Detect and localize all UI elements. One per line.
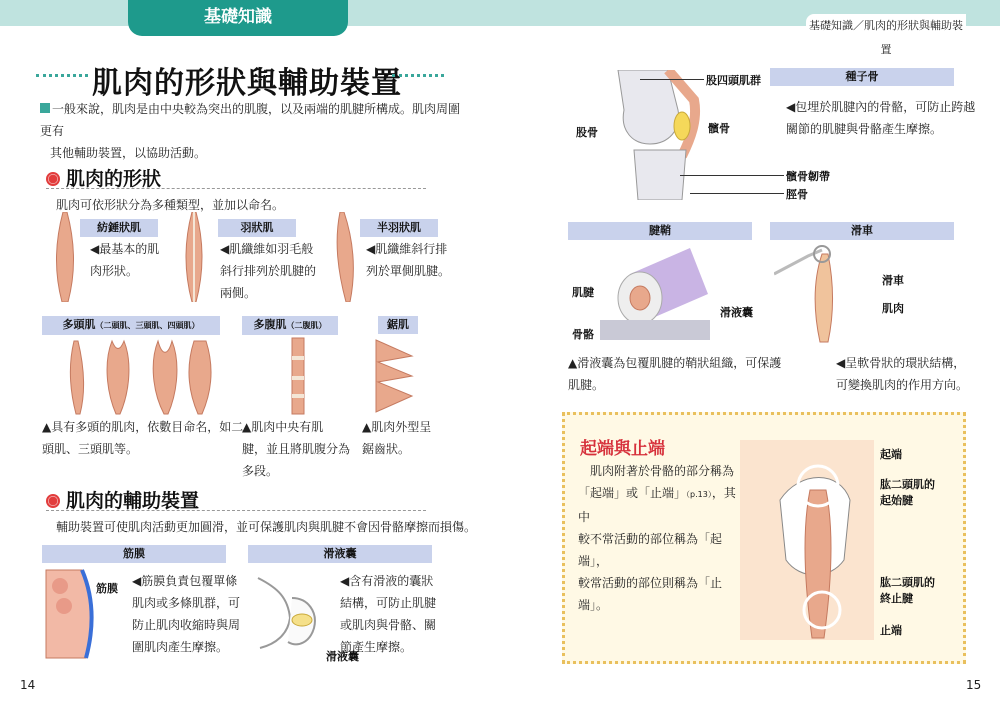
square-bullet-icon bbox=[40, 103, 50, 113]
section-shapes-heading: 肌肉的形狀 bbox=[46, 164, 161, 191]
box-insertion-label: 止端 bbox=[880, 624, 902, 637]
fascia-callout: 筋膜 bbox=[96, 582, 118, 595]
page-number-right: 15 bbox=[966, 678, 982, 692]
section-tab: 基礎知識 bbox=[128, 0, 348, 36]
fascia-desc: ◀筋膜負責包覆單條 肌肉或多條肌群，可 防止肌肉收縮時與周 圍肌肉產生摩擦。 bbox=[132, 574, 241, 654]
running-header: 基礎知識／肌肉的形狀與輔助裝置 bbox=[806, 14, 966, 36]
serrated-muscle-icon bbox=[368, 336, 418, 416]
label-pulley: 滑車 bbox=[770, 222, 954, 240]
knee-femur-label: 股骨 bbox=[576, 126, 598, 139]
knee-tibia-label: 脛骨 bbox=[786, 188, 808, 201]
aux-desc: 輔助裝置可使肌肉活動更加圓滑，並可保護肌肉與肌腱不會因骨骼摩擦而損傷。 bbox=[56, 520, 477, 534]
sheath-desc: ▲滑液囊為包覆肌腱的鞘狀組織，可保護 肌腱。 bbox=[568, 356, 782, 392]
title-dots-left bbox=[36, 74, 88, 77]
label-bursa: 滑液囊 bbox=[248, 545, 432, 563]
knee-illustration bbox=[598, 70, 708, 200]
box-biceps-insert-label: 肱二頭肌的 終止腱 bbox=[880, 576, 935, 605]
bursa-callout: 滑液囊 bbox=[326, 650, 359, 663]
bursa-illustration bbox=[248, 568, 338, 658]
fascia-illustration bbox=[42, 568, 98, 660]
knee-quad-label: 股四頭肌群 bbox=[706, 74, 761, 87]
multihead-desc: ▲具有多頭的肌肉，依數目命名，如二 頭肌、三頭肌等。 bbox=[42, 420, 244, 456]
sheath-tendon-label: 肌腱 bbox=[572, 286, 594, 299]
pulley-illustration bbox=[774, 244, 874, 344]
bursa-desc: ◀含有滑液的囊狀 結構，可防止肌腱 或肌肉與骨骼、關 節產生摩擦。 bbox=[340, 574, 437, 654]
label-fusiform: 紡錘狀肌 bbox=[80, 219, 158, 237]
sheath-bone-label: 骨骼 bbox=[572, 328, 594, 341]
knee-patella-label: 髕骨 bbox=[708, 122, 730, 135]
fusiform-desc: ◀最基本的肌 肉形狀。 bbox=[90, 242, 160, 278]
pennate-desc: ◀肌纖維如羽毛般 斜行排列於肌腱的 兩側。 bbox=[220, 242, 317, 300]
box-biceps-origin-label: 肱二頭肌的 起始腱 bbox=[880, 478, 935, 507]
target-icon bbox=[46, 172, 60, 186]
pulley-muscle-label: 肌肉 bbox=[882, 302, 904, 315]
leader-line bbox=[680, 175, 784, 176]
label-multihead: 多頭肌（二頭肌、三頭肌、四頭肌） bbox=[42, 316, 220, 335]
label-pennate: 羽狀肌 bbox=[218, 219, 296, 237]
title-dots-right bbox=[392, 74, 444, 77]
divider bbox=[46, 510, 426, 511]
label-sheath: 腱鞘 bbox=[568, 222, 752, 240]
fusiform-muscle-icon bbox=[50, 212, 80, 302]
sheath-bursa-label: 滑液囊 bbox=[720, 306, 753, 319]
label-unipennate: 半羽狀肌 bbox=[360, 219, 438, 237]
multibelly-muscle-icon bbox=[286, 336, 310, 416]
biceps-illustration bbox=[740, 440, 874, 640]
box-origin-label: 起端 bbox=[880, 448, 902, 461]
serrated-desc: ▲肌肉外型呈 鋸齒狀。 bbox=[362, 420, 432, 456]
intro-text: 一般來說，肌肉是由中央較為突出的肌腹，以及兩端的肌腱所構成。肌肉周圍更有 其他輔助裝置，以協助活動。 bbox=[40, 102, 461, 160]
multihead-muscle-icon bbox=[60, 336, 220, 416]
section-aux-heading: 肌肉的輔助裝置 bbox=[46, 486, 199, 513]
page-number-left: 14 bbox=[20, 678, 36, 692]
shapes-desc: 肌肉可依形狀分為多種類型，並加以命名。 bbox=[56, 198, 285, 212]
unipennate-muscle-icon bbox=[332, 212, 360, 302]
label-sesamoid: 種子骨 bbox=[770, 68, 954, 86]
pennate-muscle-icon bbox=[180, 212, 208, 302]
knee-lig-label: 髕骨韌帶 bbox=[786, 170, 830, 183]
unipennate-desc: ◀肌纖維斜行排 列於單側肌腱。 bbox=[366, 242, 451, 278]
box-text: 肌肉附著於骨骼的部分稱為 「起端」或「止端」（p.13），其中 較不常活動的部位稱為「起端」， 較常活動的部位則稱為「止端」。 bbox=[578, 464, 736, 612]
multibelly-desc: ▲肌肉中央有肌 腱，並且將肌腹分為 多段。 bbox=[242, 420, 351, 478]
sesamoid-desc: ◀包埋於肌腱內的骨骼，可防止跨越 關節的肌腱與骨骼產生摩擦。 bbox=[786, 100, 976, 136]
label-serrated: 鋸肌 bbox=[378, 316, 418, 334]
leader-line bbox=[640, 79, 704, 80]
pulley-desc: ◀呈軟骨狀的環狀結構， 可變換肌肉的作用方向。 bbox=[836, 356, 969, 392]
leader-line bbox=[690, 193, 784, 194]
label-multibelly: 多腹肌（二腹肌） bbox=[242, 316, 338, 335]
target-icon bbox=[46, 494, 60, 508]
page-title: 肌肉的形狀與輔助裝置 bbox=[92, 66, 402, 101]
label-fascia: 筋膜 bbox=[42, 545, 226, 563]
divider bbox=[46, 188, 426, 189]
pulley-trochlea-label: 滑車 bbox=[882, 274, 904, 287]
sheath-illustration bbox=[600, 244, 710, 340]
box-title: 起端與止端 bbox=[580, 439, 665, 459]
